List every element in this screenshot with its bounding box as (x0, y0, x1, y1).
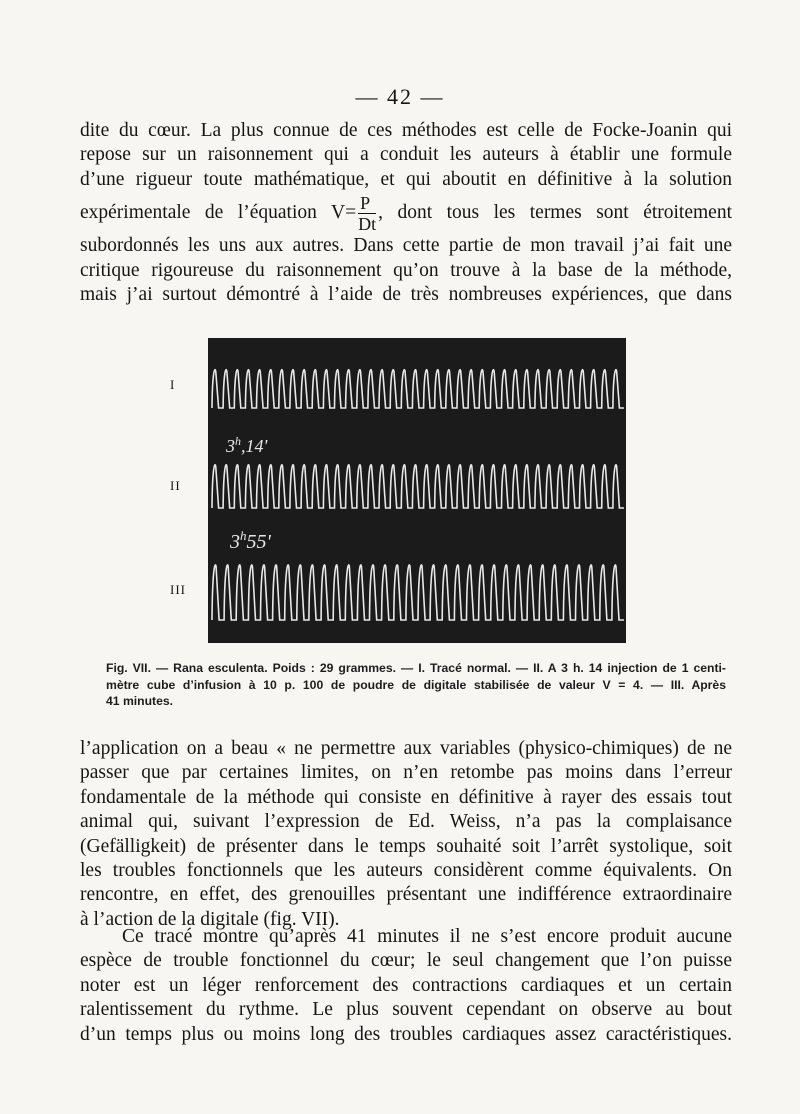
page-number: — 42 — (355, 84, 445, 109)
text-line: à l’action de la digitale (fig. VII). (80, 908, 340, 930)
text-line: critique rigoureuse du raisonnement qu’on trouve à la base de la méthode, (80, 259, 732, 281)
equation-denominator: Dt (358, 214, 377, 235)
text-line: dite du cœur. La plus connue de ces méthodes est celle de Focke-Joanin qui (80, 120, 732, 141)
text-line: animal qui, suivant l’expression de Ed. Weiss, n’a pas la complaisance (80, 811, 732, 833)
text-line: les troubles fonctionnels que les auteurs considèrent comme équivalents. On (80, 859, 732, 881)
text-line: passer que par certaines limites, on n’en retombe pas moins dans l’erreur (80, 762, 732, 784)
trace-label-iii: III (170, 582, 186, 597)
text-line: noter est un léger renforcement des contractions cardiaques et un certain (80, 974, 732, 996)
text-line: Ce tracé montre qu’après 41 minutes il ne s’est encore produit aucune (122, 926, 732, 947)
time-label-2: 3$^h$55' (230, 528, 271, 553)
cardiogram-plate (208, 338, 626, 643)
text-line: mais j’ai surtout démontré à l’aide de très nombreuses expériences, que dans (80, 283, 732, 305)
trace-label-i: I (170, 377, 176, 392)
text-line: l’application on a beau « ne permettre aux variables (physico-chimiques) de ne (80, 738, 732, 759)
equation-line (80, 192, 732, 234)
equation-fraction (358, 194, 376, 233)
text-line: ralentissement du rythme. Le plus souvent cependant on observe au bout (80, 999, 732, 1021)
time-label-1: 3$^h$,14' (226, 434, 268, 456)
paragraph-application (80, 737, 732, 932)
text-line: fondamentale de la méthode qui consiste en définitive à rayer des essais tout (80, 786, 732, 808)
text-line: (Gefälligkeit) de présenter dans le temps souhaité soit l’arrêt systolique, soit (80, 835, 732, 857)
caption-line: 41 minutes. (106, 694, 174, 708)
equation-numerator: P (358, 194, 376, 214)
caption-line: Fig. VII. — Rana esculenta. Poids : 29 grammes. — I. Tracé normal. — II. A 3 h. 14 injection de 1 centi- (106, 661, 726, 675)
text-line: subordonnés les uns aux autres. Dans cette partie de mon travail j’ai fait une (80, 235, 732, 257)
equation-prefix: expérimentale de l’équation V= (80, 202, 357, 224)
text-line: d’un temps plus ou moins long des troubles cardiaques assez caractéristiques. (80, 1023, 732, 1045)
text-line: repose sur un raisonnement qui a conduit les auteurs à établir une formule (80, 144, 732, 166)
text-line: rencontre, en effet, des grenouilles présentant une indifférence extraordinaire (80, 884, 732, 906)
paragraph-conclusion (80, 925, 732, 1047)
caption-line: mètre cube d’infusion à 10 p. 100 de poudre de digitale stabilisée de valeur V = 4. — III. Après (106, 677, 726, 692)
equation-suffix: , dont tous les termes sont étroitement (378, 202, 732, 224)
cardiogram-figure (208, 338, 626, 643)
trace-label-ii: II (170, 478, 181, 493)
paragraph-intro (80, 119, 732, 307)
figure-caption (106, 660, 726, 710)
text-line: d’une rigueur toute mathématique, et qui aboutit en définitive à la solution (80, 168, 732, 190)
text-line: espèce de trouble fonctionnel du cœur; le seul changement que l’on puisse (80, 950, 732, 972)
